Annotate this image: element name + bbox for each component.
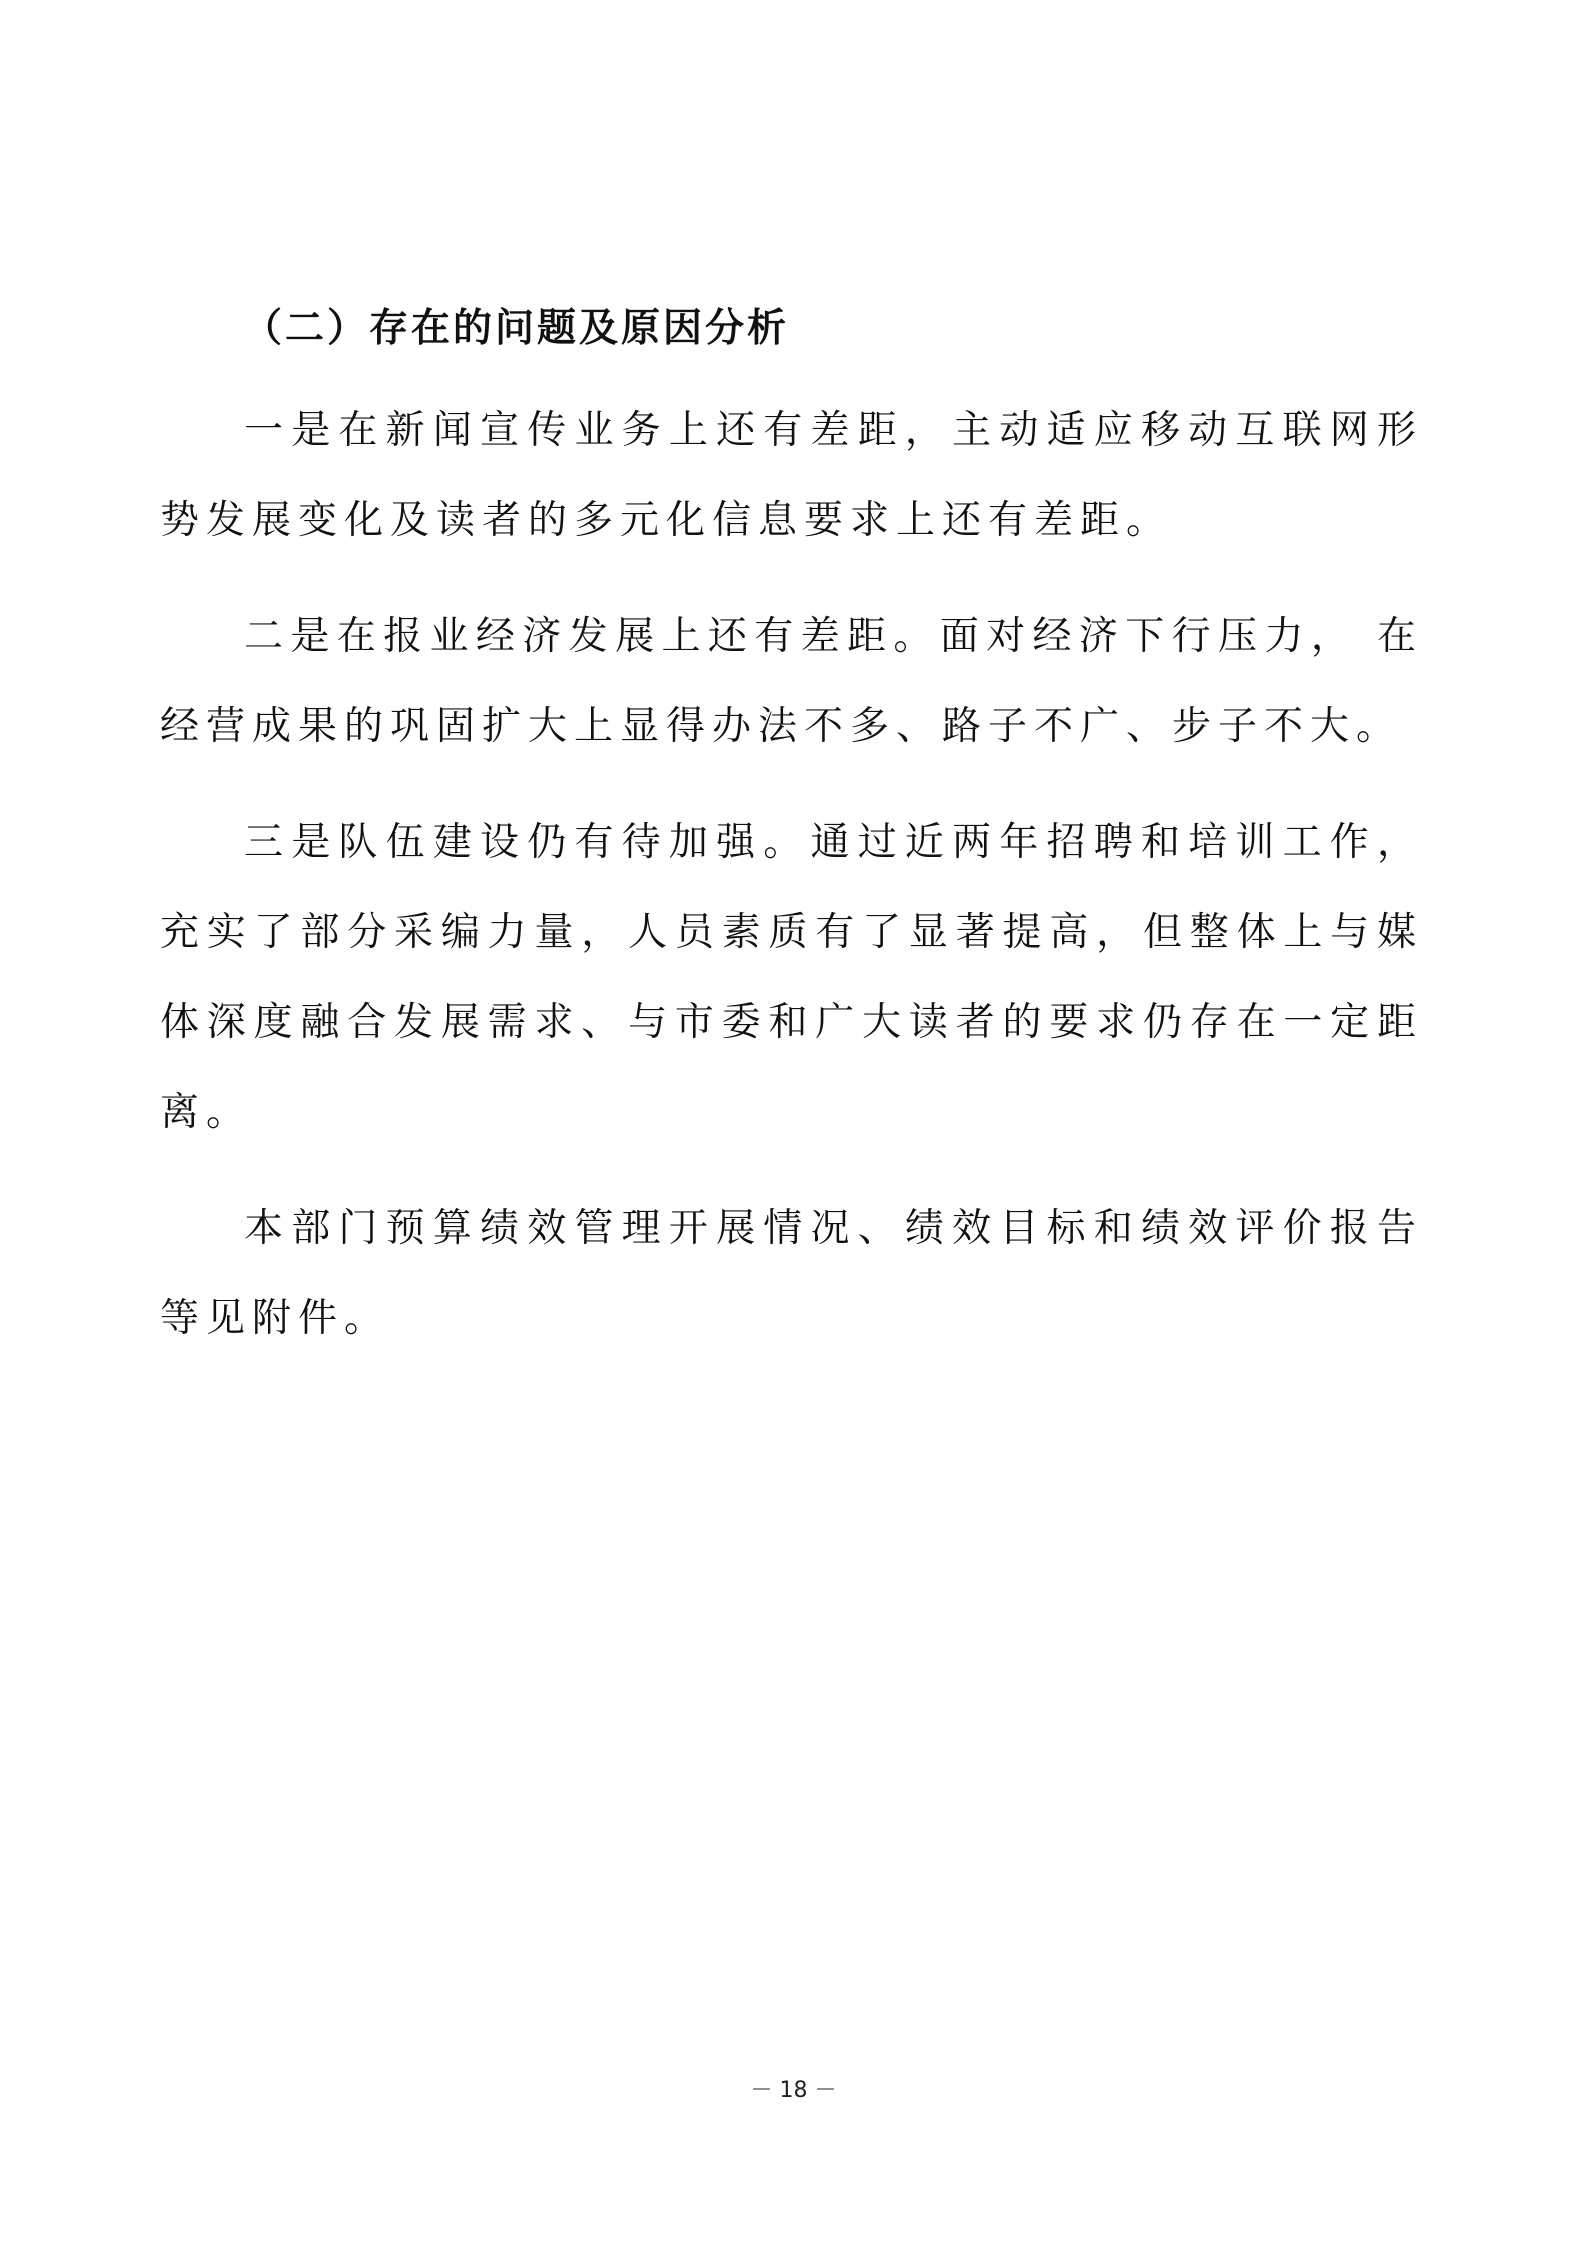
paragraph-issue-three: 三是队伍建设仍有待加强。通过近两年招聘和培训工作， 充实了部分采编力量，人员素质有了显著提高，但整体上与媒体深度融合发展需求、与市委和广大读者的要求仍存在一定距离。 <box>160 820 1423 1135</box>
paragraph-issue-two: 二是在报业经济发展上还有差距。面对经济下行压力， 在经营成果的巩固扩大上显得办法不多、路子不广、步子不大。 <box>160 614 1423 749</box>
document-body <box>160 292 1423 1390</box>
page-number: － 18 － <box>750 2078 837 2103</box>
paragraph-issue-one: 一是在新闻宣传业务上还有差距，主动适应移动互联网形势发展变化及读者的多元化信息要求上还有差距。 <box>160 408 1423 543</box>
paragraph-attachment-note: 本部门预算绩效管理开展情况、绩效目标和绩效评价报告等见附件。 <box>160 1206 1423 1341</box>
section-heading: （二）存在的问题及原因分析 <box>243 305 790 351</box>
